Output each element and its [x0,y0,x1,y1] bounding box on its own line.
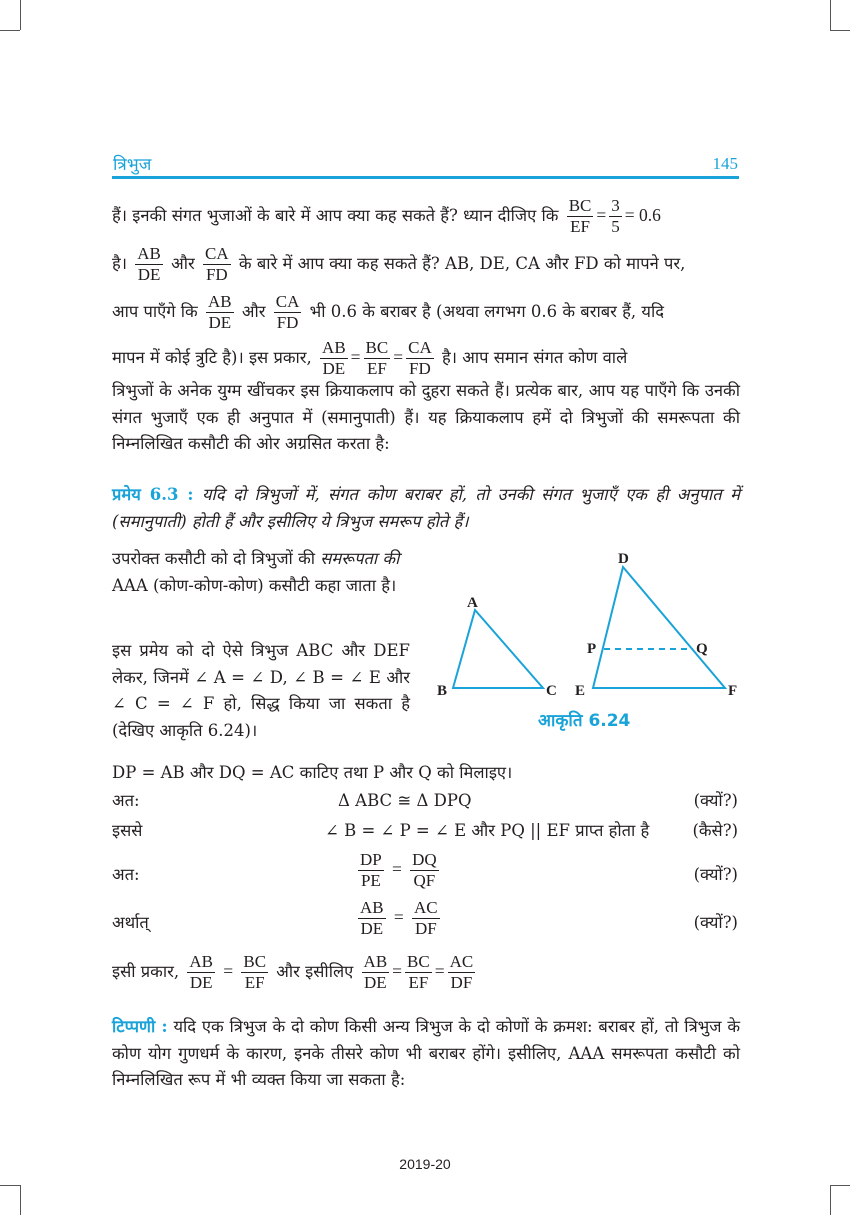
proof-row4-equation: $\frac{AB}{DE}$ = $\frac{AC}{DF}$ [360,898,438,938]
fraction-bc-ef: $\frac{BC}{EF}$ [407,952,430,992]
para1-line4: मापन में कोई त्रुटि है)। इस प्रकार, $\frac{AB}{DE}$ = $\frac{BC}{EF}$ = $\frac{CA}{FD}$ है। आप समान संगत कोण वाले [112,338,628,378]
fraction-bc-ef: $\frac{BC}{EF}$ [568,196,592,236]
proof-row3-reason: (क्यों?) [693,865,738,884]
label-E: E [575,683,586,699]
label-Q: Q [696,641,708,657]
note-paragraph [112,1014,740,1094]
criterion-intro: उपरोक्त कसौटी को दो त्रिभुजों की समरूपता की AAA (कोण-कोण-कोण) कसौटी कहा जाता है। [112,549,400,595]
fraction-ab-de: $\frac{AB}{DE}$ [189,952,213,992]
triangle-abc [453,610,543,688]
construction-line: DP = AB और DQ = AC काटिए तथा P और Q को मिलाइए। [112,763,513,782]
fraction-ca-fd: $\frac{CA}{FD}$ [408,338,432,378]
para1-line1: हैं। इनकी संगत भुजाओं के बारे में आप क्या कह सकते हैं? ध्यान दीजिए कि $\frac{BC}{EF}$ = $\frac{3}{5}$ = 0.6 [112,196,661,236]
crop-mark [0,30,20,31]
proof-row2-statement: ∠ B = ∠ P = ∠ E और PQ || EF प्राप्त होता है [325,821,650,840]
proof-row1-label: अत: [112,791,140,810]
theorem-6-3 [112,482,740,535]
proof-row4-label: अर्थात् [112,913,149,932]
crop-mark [830,30,850,31]
triangle-def [593,567,725,688]
label-P: P [587,641,597,657]
para1-line3: आप पाएँगे कि $\frac{AB}{DE}$ और $\frac{CA}{FD}$ भी 0.6 के बराबर है (अथवा लगभग 0.6 के बराबर हैं, यदि [112,292,665,332]
proof-row1-reason: (क्यों?) [693,791,738,810]
fraction-ab-de: $\frac{AB}{DE}$ [322,338,346,378]
fraction-ac-df: $\frac{AC}{DF}$ [449,952,474,992]
chapter-title: त्रिभुज [113,155,152,175]
fraction-dp-pe: $\frac{DP}{PE}$ [360,850,382,890]
page-number: 145 [712,154,738,173]
proof-row2-label: इससे [112,821,143,840]
crop-mark [20,1185,21,1215]
theorem-label: प्रमेय 6.3 : [112,485,194,504]
label-C: C [546,683,557,699]
theorem-text: यदि दो त्रिभुजों में, संगत कोण बराबर हों, तो उनकी संगत भुजाएँ एक ही अनुपात में (समानुपाती) होती हैं और इसीलिए ये त्रिभुज समरूप होते हैं। [112,485,740,531]
fraction-ca-fd: $\frac{CA}{FD}$ [205,244,229,284]
label-B: B [437,683,448,699]
proof-row1-statement: Δ ABC ≅ Δ DPQ [338,791,472,810]
note-label: टिप्पणी : [112,1017,168,1036]
fraction-bc-ef: $\frac{BC}{EF}$ [243,952,267,992]
fraction-ab-de: $\frac{AB}{DE}$ [363,952,388,992]
fraction-ca-fd: $\frac{CA}{FD}$ [275,292,300,332]
crop-mark [0,1185,20,1186]
para1-line2: है। $\frac{AB}{DE}$ और $\frac{CA}{FD}$ के बारे में आप क्या कह सकते हैं? AB, DE, CA और FD को मापने पर, [112,244,686,284]
figure-caption: आकृति 6.24 [538,711,631,731]
crop-mark [830,1185,831,1215]
fraction-dq-qf: $\frac{DQ}{QF}$ [412,850,437,890]
fraction-3-5: $\frac{3}{5}$ [611,196,620,236]
note-text: यदि एक त्रिभुज के दो कोण किसी अन्य त्रिभुज के दो कोणों के क्रमश: बराबर हों, तो त्रिभुज के कोण योग गुणधर्म के कारण, इनके तीसरे कोण भी बराबर होंगे। इसीलिए, AAA समरूपता कसौटी को निम्नलिखित रूप में भी व्यक्त किया जा सकता है: [112,1017,740,1089]
fraction-ac-df: $\frac{AC}{DF}$ [414,898,438,938]
label-D: D [618,551,629,567]
para1-rest: त्रिभुजों के अनेक युग्म खींचकर इस क्रियाकलाप को दुहरा सकते हैं। प्रत्येक बार, आप यह पाएँगे कि उनकी संगत भुजाएँ एक ही अनुपात में (समानुपाती) हैं। यह क्रियाकलाप हमें दो त्रिभुजों की समरूपता की निम्नलिखित कसौटी की ओर अग्रसित करता है: [112,381,740,453]
label-F: F [728,683,738,699]
footer-year: 2019-20 [399,1156,451,1172]
header-rule [112,176,739,179]
fraction-ab-de: $\frac{AB}{DE}$ [360,898,384,938]
proof-row5: इसी प्रकार, $\frac{AB}{DE}$ = $\frac{BC}{EF}$ और इसीलिए $\frac{AB}{DE}$ = $\frac{BC}{EF}$ = $\frac{AC}{DF}$ [112,952,474,992]
label-A: A [467,595,478,611]
crop-mark [20,0,21,30]
proof-row4-reason: (क्यों?) [693,913,738,932]
proof-row3-label: अत: [112,865,140,884]
proof-row3-equation: $\frac{DP}{PE}$ = $\frac{DQ}{QF}$ [360,850,437,890]
proof-setup: इस प्रमेय को दो ऐसे त्रिभुज ABC और DEF लेकर, जिनमें ∠ A = ∠ D, ∠ B = ∠ E और ∠ C = ∠ F हो, सिद्ध किया जा सकता है (देखिए आकृति 6.24)। [112,641,410,740]
fraction-ab-de: $\frac{AB}{DE}$ [207,292,232,332]
fraction-ab-de: $\frac{AB}{DE}$ [137,244,161,284]
crop-mark [830,0,831,30]
proof-row2-reason: (कैसे?) [692,821,738,840]
fraction-bc-ef: $\frac{BC}{EF}$ [365,338,389,378]
crop-mark [830,1185,850,1186]
